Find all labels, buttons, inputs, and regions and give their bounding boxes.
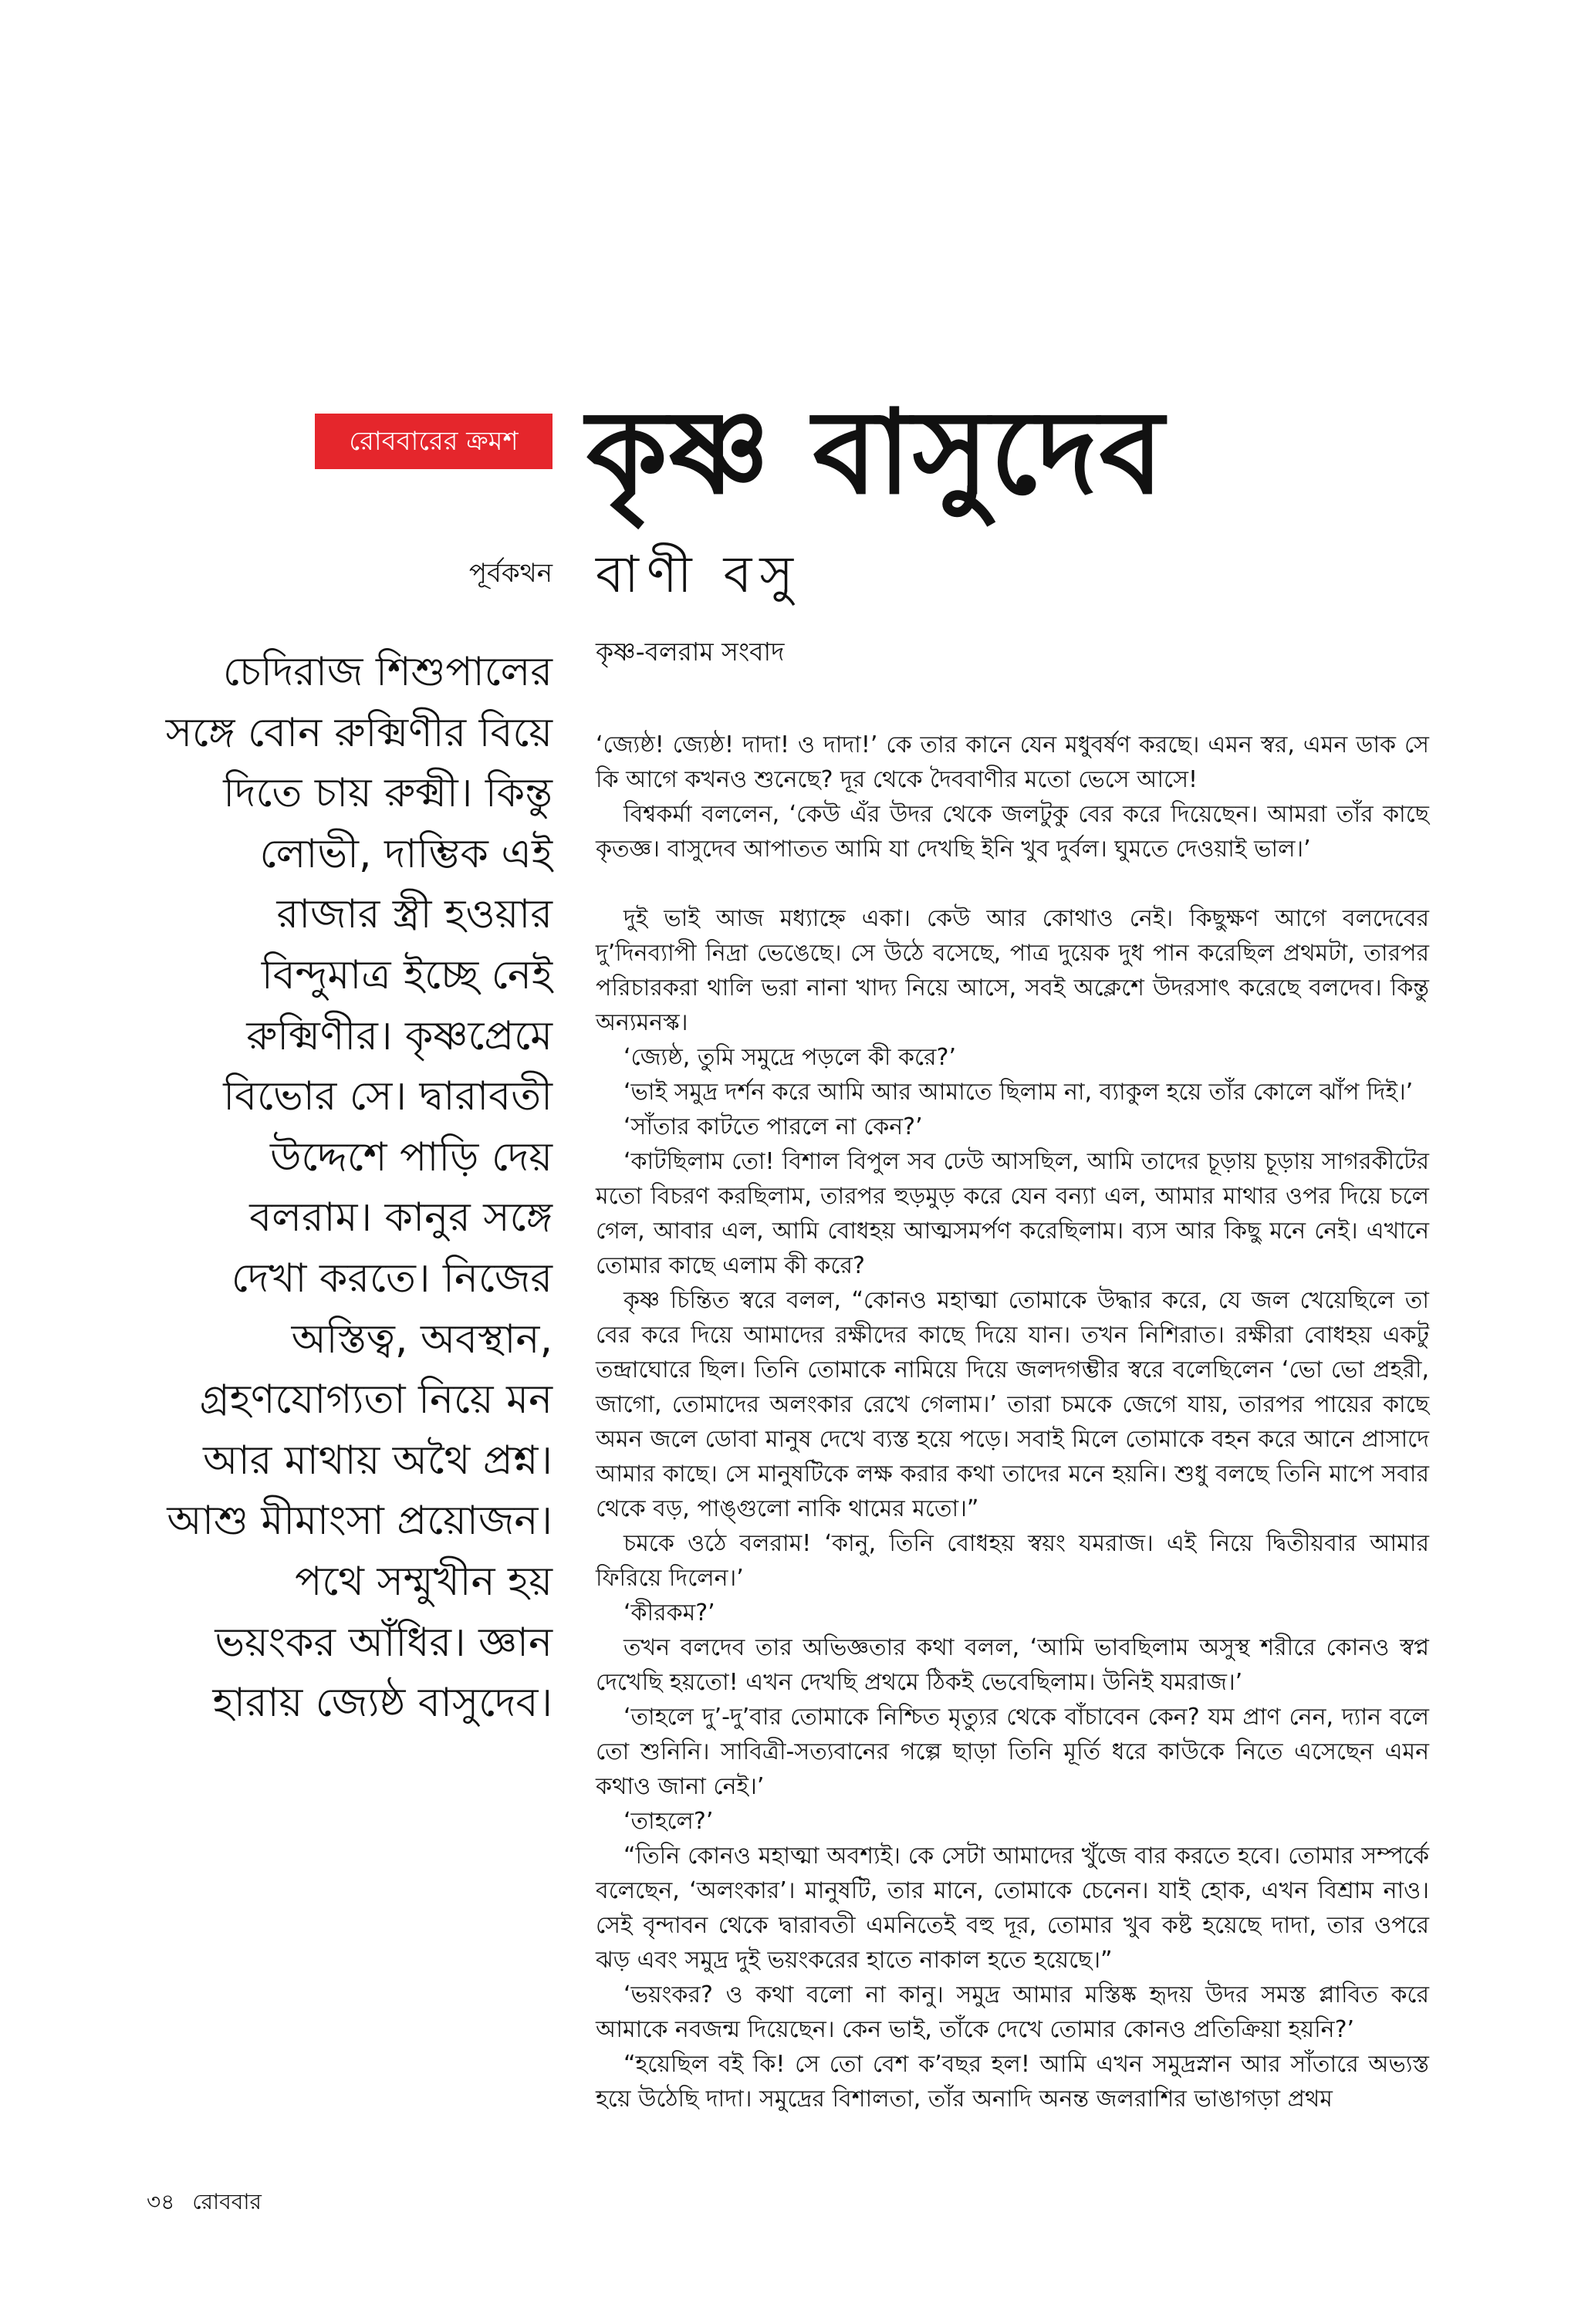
series-tag: রোববারের ক্রমশ (315, 414, 553, 469)
paragraph: ‘কাটছিলাম তো! বিশাল বিপুল সব ঢেউ আসছিল, আমি তাদের চূড়ায় চূড়ায় সাগরকীটের মতো বিচরণ করছিলাম, তারপর হুড়মুড় করে যেন বন্যা এল, আমার মাথার ওপর দিয়ে চলে গেল, আবার এল, আমি বোধহয় আত্মসমর্পণ করেছিলাম। ব্যস আর কিছু মনে নেই। এখানে তোমার কাছে এলাম কী করে? (596, 1148, 1429, 1279)
prologue-line: দিতে চায় রুক্মী। কিন্তু (223, 770, 553, 817)
author-byline: বাণী বসু (596, 545, 801, 604)
prologue-line: সঙ্গে বোন রুক্মিণীর বিয়ে (165, 709, 553, 756)
prologue-line: অস্তিত্ব, অবস্থান, (291, 1316, 553, 1363)
paragraph: ‘ভয়ংকর? ও কথা বলো না কানু। সমুদ্র আমার মস্তিষ্ক হৃদয় উদর সমস্ত প্লাবিত করে আমাকে নবজন্ম দিয়েছেন। কেন ভাই, তাঁকে দেখে তোমার কোনও প্রতিক্রিয়া হয়নি?’ (596, 1981, 1429, 2043)
prologue-line: আর মাথায় অথৈ প্রশ্ন। (203, 1437, 553, 1484)
prologue-line: গ্রহণযোগ্যতা নিয়ে মন (199, 1376, 553, 1424)
page-footer (147, 2187, 262, 2218)
paragraph: দুই ভাই আজ মধ্যাহ্নে একা। কেউ আর কোথাও নেই। কিছুক্ষণ আগে বলদেবের দু’দিনব্যাপী নিদ্রা ভেঙেছে। সে উঠে বসেছে, পাত্র দুয়েক দুধ পান করেছিল প্রথমটা, তারপর পরিচারকরা থালি ভরা নানা খাদ্য নিয়ে আসে, সবই অক্লেশে উদরসাৎ করেছে বলদেব। কিন্তু অন্যমনস্ক। (596, 905, 1429, 1036)
prologue-line: ভয়ংকর আঁধির। জ্ঞান (215, 1619, 553, 1666)
prologue-label: পূর্বকথন (468, 558, 553, 589)
prologue-line: উদ্দেশে পাড়ি দেয় (269, 1133, 553, 1181)
article-title: কৃষ্ণ বাসুদেব (586, 386, 1166, 520)
article-body (596, 728, 1429, 2116)
paragraph: “হয়েছিল বই কি! সে তো বেশ ক’বছর হল! আমি এখন সমুদ্রস্নান আর সাঁতারে অভ্যস্ত হয়ে উঠেছি দাদা। সমুদ্রের বিশালতা, তাঁর অনাদি অনন্ত জলরাশির ভাঙাগড়া প্রথম (596, 2051, 1429, 2113)
prologue-line: পথে সম্মুখীন হয় (295, 1558, 553, 1605)
prologue-text (116, 642, 553, 1734)
page-number: ৩৪ (147, 2189, 175, 2214)
paragraph: ‘জ্যেষ্ঠ, তুমি সমুদ্রে পড়লে কী করে?’ (623, 1044, 956, 1071)
paragraph: ‘তাহলে?’ (623, 1808, 714, 1835)
publication-name: রোববার (192, 2189, 262, 2214)
prologue-line: বিন্দুমাত্র ইচ্ছে নেই (261, 951, 553, 998)
paragraph: “তিনি কোনও মহাত্মা অবশ্যই। কে সেটা আমাদের খুঁজে বার করতে হবে। তোমার সম্পর্কে বলেছেন, ‘অলংকার’। মানুষটি, তার মানে, তোমাকে চেনেন। যাই হোক, এখন বিশ্রাম নাও। সেই বৃন্দাবন থেকে দ্বারাবতী এমনিতেই বহু দূর, তোমার খুব কষ্ট হয়েছে দাদা, তার ওপরে ঝড় এবং সমুদ্র দুই ভয়ংকরের হাতে নাকাল হতে হয়েছে।” (596, 1843, 1429, 1974)
prologue-line: বলরাম। কানুর সঙ্গে (249, 1194, 553, 1241)
paragraph: বিশ্বকর্মা বললেন, ‘কেউ এঁর উদর থেকে জলটুকু বের করে দিয়েছেন। আমরা তাঁর কাছে কৃতজ্ঞ। বাসুদেব আপাতত আমি যা দেখছি ইনি খুব দুর্বল। ঘুমতে দেওয়াই ভাল।’ (596, 801, 1429, 863)
prologue-line: হারায় জ্যেষ্ঠ বাসুদেব। (212, 1680, 553, 1727)
section-heading: কৃষ্ণ-বলরাম সংবাদ (596, 637, 785, 667)
prologue-line: আশু মীমাংসা প্রয়োজন। (167, 1498, 553, 1545)
paragraph: ‘তাহলে দু’-দু’বার তোমাকে নিশ্চিত মৃত্যুর থেকে বাঁচাবেন কেন? যম প্রাণ নেন, দ্যান বলে তো শুনিনি। সাবিত্রী-সত্যবানের গল্পে ছাড়া তিনি মূর্তি ধরে কাউকে নিতে এসেছেন এমন কথাও জানা নেই।’ (596, 1704, 1429, 1800)
prologue-line: চেদিরাজ শিশুপালের (222, 649, 553, 695)
paragraph: ‘সাঁতার কাটতে পারলে না কেন?’ (623, 1113, 923, 1140)
prologue-line: দেখা করতে। নিজের (231, 1255, 553, 1302)
paragraph: কৃষ্ণ চিন্তিত স্বরে বলল, “কোনও মহাত্মা তোমাকে উদ্ধার করে, যে জল খেয়েছিলে তা বের করে দিয়ে আমাদের রক্ষীদের কাছে দিয়ে যান। তখন নিশিরাত। রক্ষীরা বোধহয় একটু তন্দ্রাঘোরে ছিল। তিনি তোমাকে নামিয়ে দিয়ে জলদগম্ভীর স্বরে বলেছিলেন ‘ভো ভো প্রহরী, জাগো, তোমাদের অলংকার রেখে গেলাম।’ তারা চমকে জেগে যায়, তারপর পায়ের কাছে অমন জলে ডোবা মানুষ দেখে ব্যস্ত হয়ে পড়ে। সবাই মিলে তোমাকে বহন করে আনে প্রাসাদে আমার কাছে। সে মানুষটিকে লক্ষ করার কথা তাদের মনে হয়নি। শুধু বলছে তিনি মাপে সবার থেকে বড়, পাঙ্গুলো নাকি থামের মতো।” (596, 1287, 1429, 1522)
paragraph: তখন বলদেব তার অভিজ্ঞতার কথা বলল, ‘আমি ভাবছিলাম অসুস্থ শরীরে কোনও স্বপ্ন দেখেছি হয়তো! এখন দেখছি প্রথমে ঠিকই ভেবেছিলাম। উনিই যমরাজ।’ (596, 1634, 1429, 1696)
paragraph: ‘কীরকম?’ (623, 1599, 715, 1626)
paragraph: ‘জ্যেষ্ঠ! জ্যেষ্ঠ! দাদা! ও দাদা!’ কে তার কানে যেন মধুবর্ষণ করছে। এমন স্বর, এমন ডাক সে কি আগে কখনও শুনেছে? দূর থেকে দৈববাণীর মতো ভেসে আসে! (596, 731, 1429, 793)
prologue-line: রাজার স্ত্রী হওয়ার (276, 891, 553, 938)
paragraph: চমকে ওঠে বলরাম! ‘কানু, তিনি বোধহয় স্বয়ং যমরাজ। এই নিয়ে দ্বিতীয়বার আমার ফিরিয়ে দিলেন।’ (596, 1530, 1429, 1592)
prologue-line: বিভোর সে। দ্বারাবতী (223, 1073, 553, 1120)
paragraph: ‘ভাই সমুদ্র দর্শন করে আমি আর আমাতে ছিলাম না, ব্যাকুল হয়ে তাঁর কোলে ঝাঁপ দিই।’ (623, 1079, 1414, 1106)
prologue-line: লোভী, দাম্ভিক এই (259, 830, 553, 877)
prologue-line: রুক্মিণীর। কৃষ্ণপ্রেমে (246, 1012, 553, 1059)
